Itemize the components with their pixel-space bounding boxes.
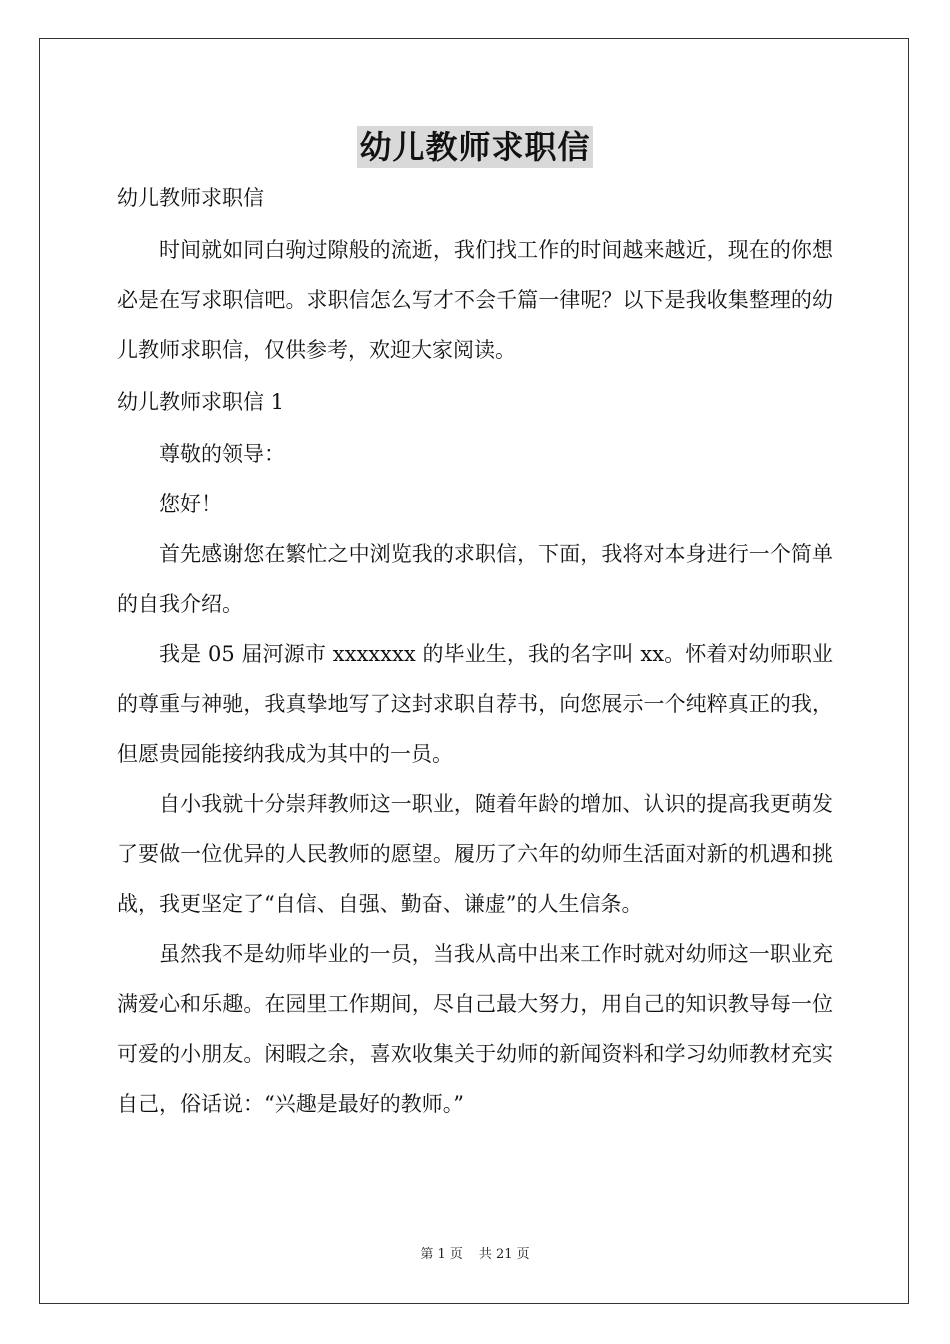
page-number: 第 1 页 [420,1247,463,1262]
paragraph: 虽然我不是幼师毕业的一员，当我从高中出来工作时就对幼师这一职业充满爱心和乐趣。在园里工作期间，尽自己最大努力，用自己的知识教导每一位可爱的小朋友。闲暇之余，喜欢收集关于幼师的新闻资料和学习幼师教材充实自己，俗话说：“兴趣是最好的教师。” [117,942,833,1116]
paragraph: 自小我就十分崇拜教师这一职业，随着年龄的增加、认识的提高我更萌发了要做一位优异的人民教师的愿望。履历了六年的幼师生活面对新的机遇和挑战，我更坚定了“自信、自强、勤奋、谦虚”的人生信条。 [117,792,833,916]
title-block [0,126,950,168]
section-heading: 幼儿教师求职信 [117,186,264,210]
greeting: 您好！ [159,492,222,516]
document-title: 幼儿教师求职信 [359,128,591,166]
salutation: 尊敬的领导： [159,442,285,466]
paragraph: 首先感谢您在繁忙之中浏览我的求职信，下面，我将对本身进行一个简单的自我介绍。 [117,542,833,616]
section-heading: 幼儿教师求职信 1 [117,390,285,414]
page-total: 共 21 页 [478,1247,530,1262]
document-body [117,176,833,1129]
paragraph: 时间就如同白驹过隙般的流逝，我们找工作的时间越来越近，现在的你想必是在写求职信吧。求职信怎么写才不会千篇一律呢？以下是我收集整理的幼儿教师求职信，仅供参考，欢迎大家阅读。 [117,238,833,362]
page-footer [0,1246,950,1264]
paragraph: 我是 05 届河源市 xxxxxxx 的毕业生，我的名字叫 xx。怀着对幼师职业的尊重与神驰，我真挚地写了这封求职自荐书，向您展示一个纯粹真正的我，但愿贵园能接纳我成为其中的一员。 [117,642,833,766]
